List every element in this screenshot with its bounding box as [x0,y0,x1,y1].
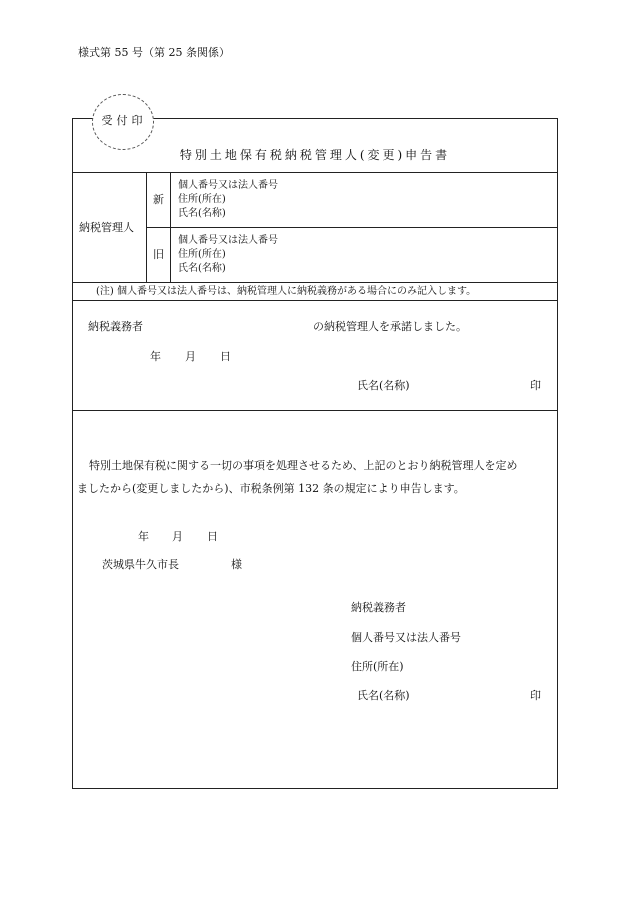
old-number-label: 個人番号又は法人番号 [178,235,278,246]
manager-label: 納税管理人 [79,221,134,234]
addressee-honorific: 様 [231,558,242,571]
new-address-label: 住所(所在) [178,194,226,205]
note-text: (注) 個人番号又は法人番号は、納税管理人に納税義務がある場合にのみ記入します。 [96,286,477,297]
acceptance-text: の納税管理人を承諾しました。 [313,320,467,333]
receipt-stamp [92,94,154,150]
form-frame [72,118,558,789]
declaration-taxpayer-label: 納税義務者 [351,601,406,614]
declaration-day: 日 [207,530,218,543]
new-old-divider [146,227,558,228]
declaration-divider [72,410,558,411]
addressee: 茨城県牛久市長 [102,558,179,571]
old-address-label: 住所(所在) [178,249,226,260]
new-name-label: 氏名(名称) [178,208,226,219]
old-tag: 旧 [153,248,164,261]
declaration-name-label: 氏名(名称) [357,689,410,702]
receipt-stamp-label: 受付印 [101,114,147,127]
new-tag: 新 [153,193,164,206]
form-number: 様式第 55 号（第 25 条関係） [78,46,230,59]
declaration-seal: 印 [530,689,541,702]
acceptance-taxpayer-label: 納税義務者 [88,320,143,333]
acceptance-seal: 印 [530,379,541,392]
form-title: 特別土地保有税納税管理人(変更)申告書 [179,148,451,162]
label-column-divider [146,172,147,282]
acceptance-divider [72,300,558,301]
acceptance-day: 日 [220,350,231,363]
title-divider [72,172,558,173]
declaration-address-label: 住所(所在) [351,660,404,673]
acceptance-month: 月 [185,350,196,363]
old-name-label: 氏名(名称) [178,263,226,274]
declaration-year: 年 [138,530,149,543]
tag-column-divider [170,172,171,282]
new-number-label: 個人番号又は法人番号 [178,180,278,191]
acceptance-year: 年 [150,350,161,363]
declaration-month: 月 [172,530,183,543]
acceptance-name-label: 氏名(名称) [357,379,410,392]
note-divider [72,282,558,283]
declaration-number-label: 個人番号又は法人番号 [351,631,461,644]
declaration-line-1: 特別土地保有税に関する一切の事項を処理させるため、上記のとおり納税管理人を定め [89,459,518,472]
declaration-line-2: ましたから(変更しましたから)、市税条例第 132 条の規定により申告します。 [77,482,465,495]
